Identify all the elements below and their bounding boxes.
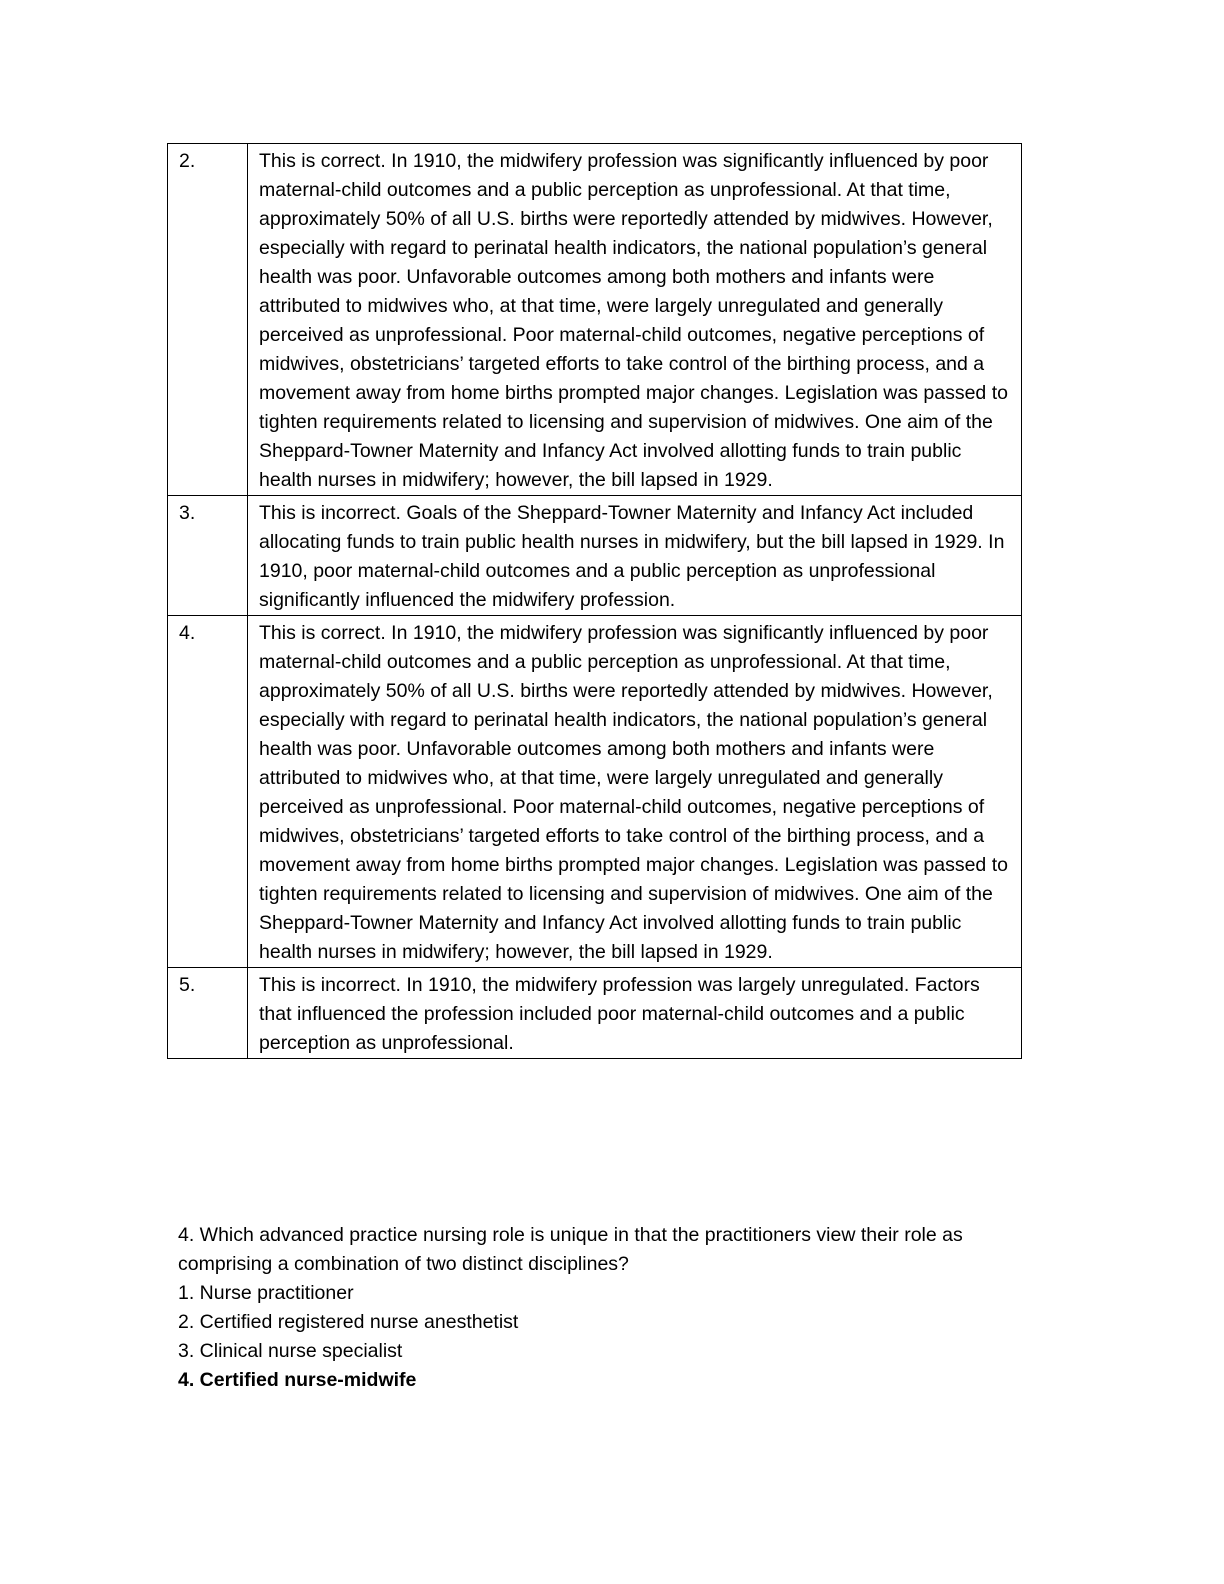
table-row (168, 496, 1022, 616)
table-row (168, 616, 1022, 968)
question-block (178, 1221, 1018, 1395)
answer-option: 3. Clinical nurse specialist (178, 1340, 403, 1362)
question-stem: 4. Which advanced practice nursing role is unique in that the practitioners view their role as comprising a combination of two distinct disciplines? (178, 1224, 963, 1275)
rationale-table (167, 143, 1022, 1059)
rationale-text: This is incorrect. In 1910, the midwifery profession was largely unregulated. Factors that influenced the profession included poor maternal-child outcomes and a public perception as unprofessional. (248, 968, 1022, 1059)
rationale-text: This is correct. In 1910, the midwifery profession was significantly influenced by poor maternal-child outcomes and a public perception as unprofessional. At that time, approximately 50% of all U.S. births were reportedly attended by midwives. However, especially with regard to perinatal health indicators, the national population’s general health was poor. Unfavorable outcomes among both mothers and infants were attributed to midwives who, at that time, were largely unregulated and generally perceived as unprofessional. Poor maternal-child outcomes, negative perceptions of midwives, obstetricians’ targeted efforts to take control of the birthing process, and a movement away from home births prompted major changes. Legislation was passed to tighten requirements related to licensing and supervision of midwives. One aim of the Sheppard-Towner Maternity and Infancy Act involved allotting funds to train public health nurses in midwifery; however, the bill lapsed in 1929. (248, 144, 1022, 496)
option-number: 5. (168, 968, 248, 1059)
table-row (168, 968, 1022, 1059)
rationale-text: This is correct. In 1910, the midwifery profession was significantly influenced by poor maternal-child outcomes and a public perception as unprofessional. At that time, approximately 50% of all U.S. births were reportedly attended by midwives. However, especially with regard to perinatal health indicators, the national population’s general health was poor. Unfavorable outcomes among both mothers and infants were attributed to midwives who, at that time, were largely unregulated and generally perceived as unprofessional. Poor maternal-child outcomes, negative perceptions of midwives, obstetricians’ targeted efforts to take control of the birthing process, and a movement away from home births prompted major changes. Legislation was passed to tighten requirements related to licensing and supervision of midwives. One aim of the Sheppard-Towner Maternity and Infancy Act involved allotting funds to train public health nurses in midwifery; however, the bill lapsed in 1929. (248, 616, 1022, 968)
rationale-text: This is incorrect. Goals of the Sheppard-Towner Maternity and Infancy Act included allocating funds to train public health nurses in midwifery, but the bill lapsed in 1929. In 1910, poor maternal-child outcomes and a public perception as unprofessional significantly influenced the midwifery profession. (248, 496, 1022, 616)
table-row (168, 144, 1022, 496)
option-number: 4. (168, 616, 248, 968)
answer-option: 2. Certified registered nurse anesthetist (178, 1311, 519, 1333)
option-number: 3. (168, 496, 248, 616)
option-number: 2. (168, 144, 248, 496)
answer-option: 1. Nurse practitioner (178, 1282, 354, 1304)
correct-answer-option: 4. Certified nurse-midwife (178, 1369, 417, 1391)
